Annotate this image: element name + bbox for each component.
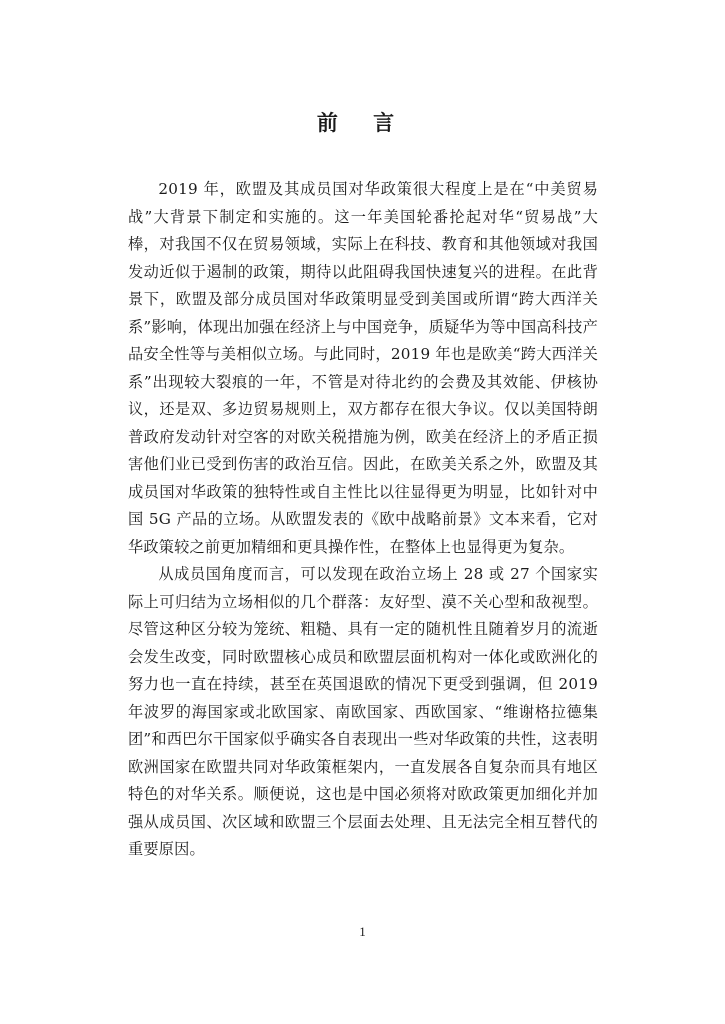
paragraph-1: 2019 年，欧盟及其成员国对华政策很大程度上是在“中美贸易战”大背景下制定和实施的。这一年美国轮番抡起对华“贸易战”大棒，对我国不仅在贸易领域，实际上在科技、教育和其他领域对我国发动近似于遏制的政策，期待以此阻碍我国快速复兴的进程。在此背景下，欧盟及部分成员国对华政策明显受到美国或所谓“跨大西洋关系”影响，体现出加强在经济上与中国竞争，质疑华为等中国高科技产品安全性等与美相似立场。与此同时，2019 年也是欧美“跨大西洋关系”出现较大裂痕的一年，不管是对待北约的会费及其效能、伊核协议，还是双、多边贸易规则上，双方都存在很大争议。仅以美国特朗普政府发动针对空客的对欧关税措施为例，欧美在经济上的矛盾正损害他们业已受到伤害的政治互信。因此，在欧美关系之外，欧盟及其成员国对华政策的独特性或自主性比以往显得更为明显，比如针对中国 5G 产品的立场。从欧盟发表的《欧中战略前景》文本来看，它对华政策较之前更加精细和更具操作性，在整体上也显得更为复杂。 (128, 180, 598, 556)
paragraph-2: 从成员国角度而言，可以发现在政治立场上 28 或 27 个国家实际上可归结为立场相似的几个群落：友好型、漠不关心型和敌视型。尽管这种区分较为笼统、粗糙、具有一定的随机性且随着岁月的流逝会发生改变，同时欧盟核心成员和欧盟层面机构对一体化或欧洲化的努力也一直在持续，甚至在英国退欧的情况下更受到强调，但 2019 年波罗的海国家或北欧国家、南欧国家、西欧国家、“维谢格拉德集团”和西巴尔干国家似乎确实各自表现出一些对华政策的共性，这表明欧洲国家在欧盟共同对华政策框架内，一直发展各自复杂而具有地区特色的对华关系。顺便说，这也是中国必须将对欧政策更加细化并加强从成员国、次区域和欧盟三个层面去处理、且无法完全相互替代的重要原因。 (128, 565, 598, 858)
page-number: 1 (359, 924, 366, 939)
body-text (128, 176, 598, 864)
page-title: 前 言 (316, 110, 409, 135)
